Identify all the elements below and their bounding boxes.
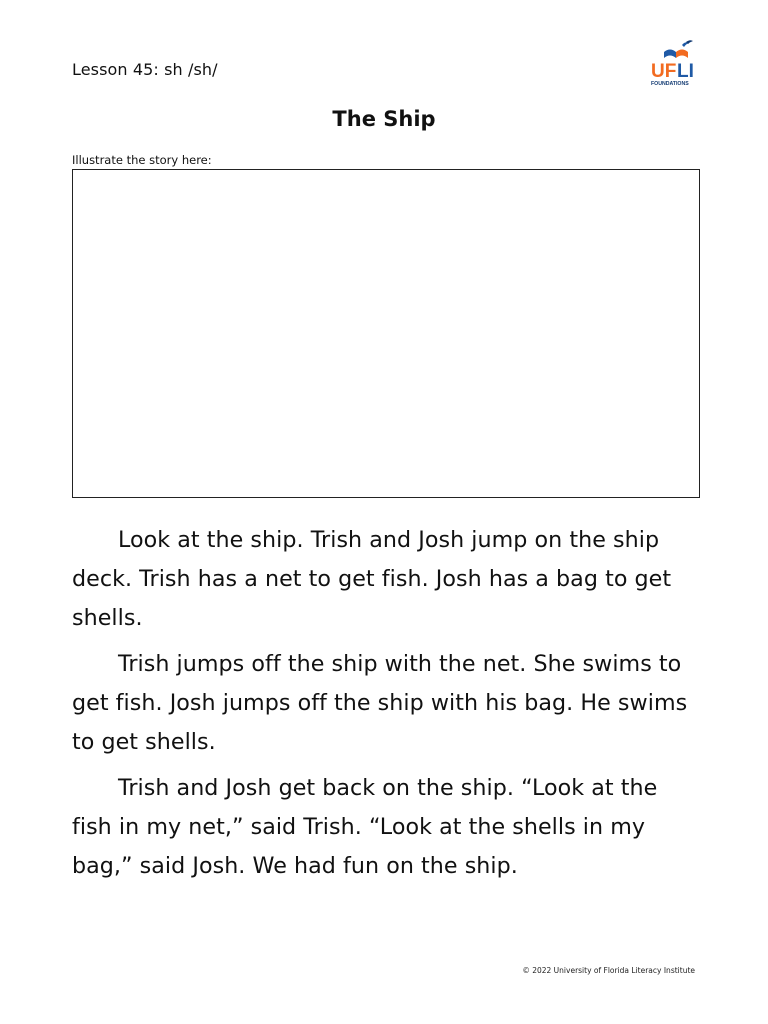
ufli-logo: [646, 38, 706, 98]
story-paragraph: Trish and Josh get back on the ship. “Look at the fish in my net,” said Trish. “Look at the shells in my bag,” said Josh. We had fun on the ship.: [72, 775, 658, 879]
story-paragraph: Look at the ship. Trish and Josh jump on the ship deck. Trish has a net to get fish. Josh has a bag to get shells.: [72, 527, 672, 631]
story-text: [72, 521, 700, 893]
illustrate-label: Illustrate the story here:: [72, 153, 212, 167]
lesson-label: Lesson 45: sh /sh/: [72, 60, 218, 79]
story-title: The Ship: [332, 107, 436, 131]
svg-text:FOUNDATIONS: FOUNDATIONS: [651, 81, 689, 87]
illustration-box[interactable]: [72, 169, 700, 498]
story-paragraph: Trish jumps off the ship with the net. She swims to get fish. Josh jumps off the ship with his bag. He swims to get shells.: [72, 651, 688, 755]
svg-text:UF: UF: [651, 61, 677, 82]
svg-text:LI: LI: [677, 61, 694, 82]
book-bird-logo-icon: [646, 38, 706, 98]
copyright-notice: © 2022 University of Florida Literacy Institute: [522, 966, 695, 975]
